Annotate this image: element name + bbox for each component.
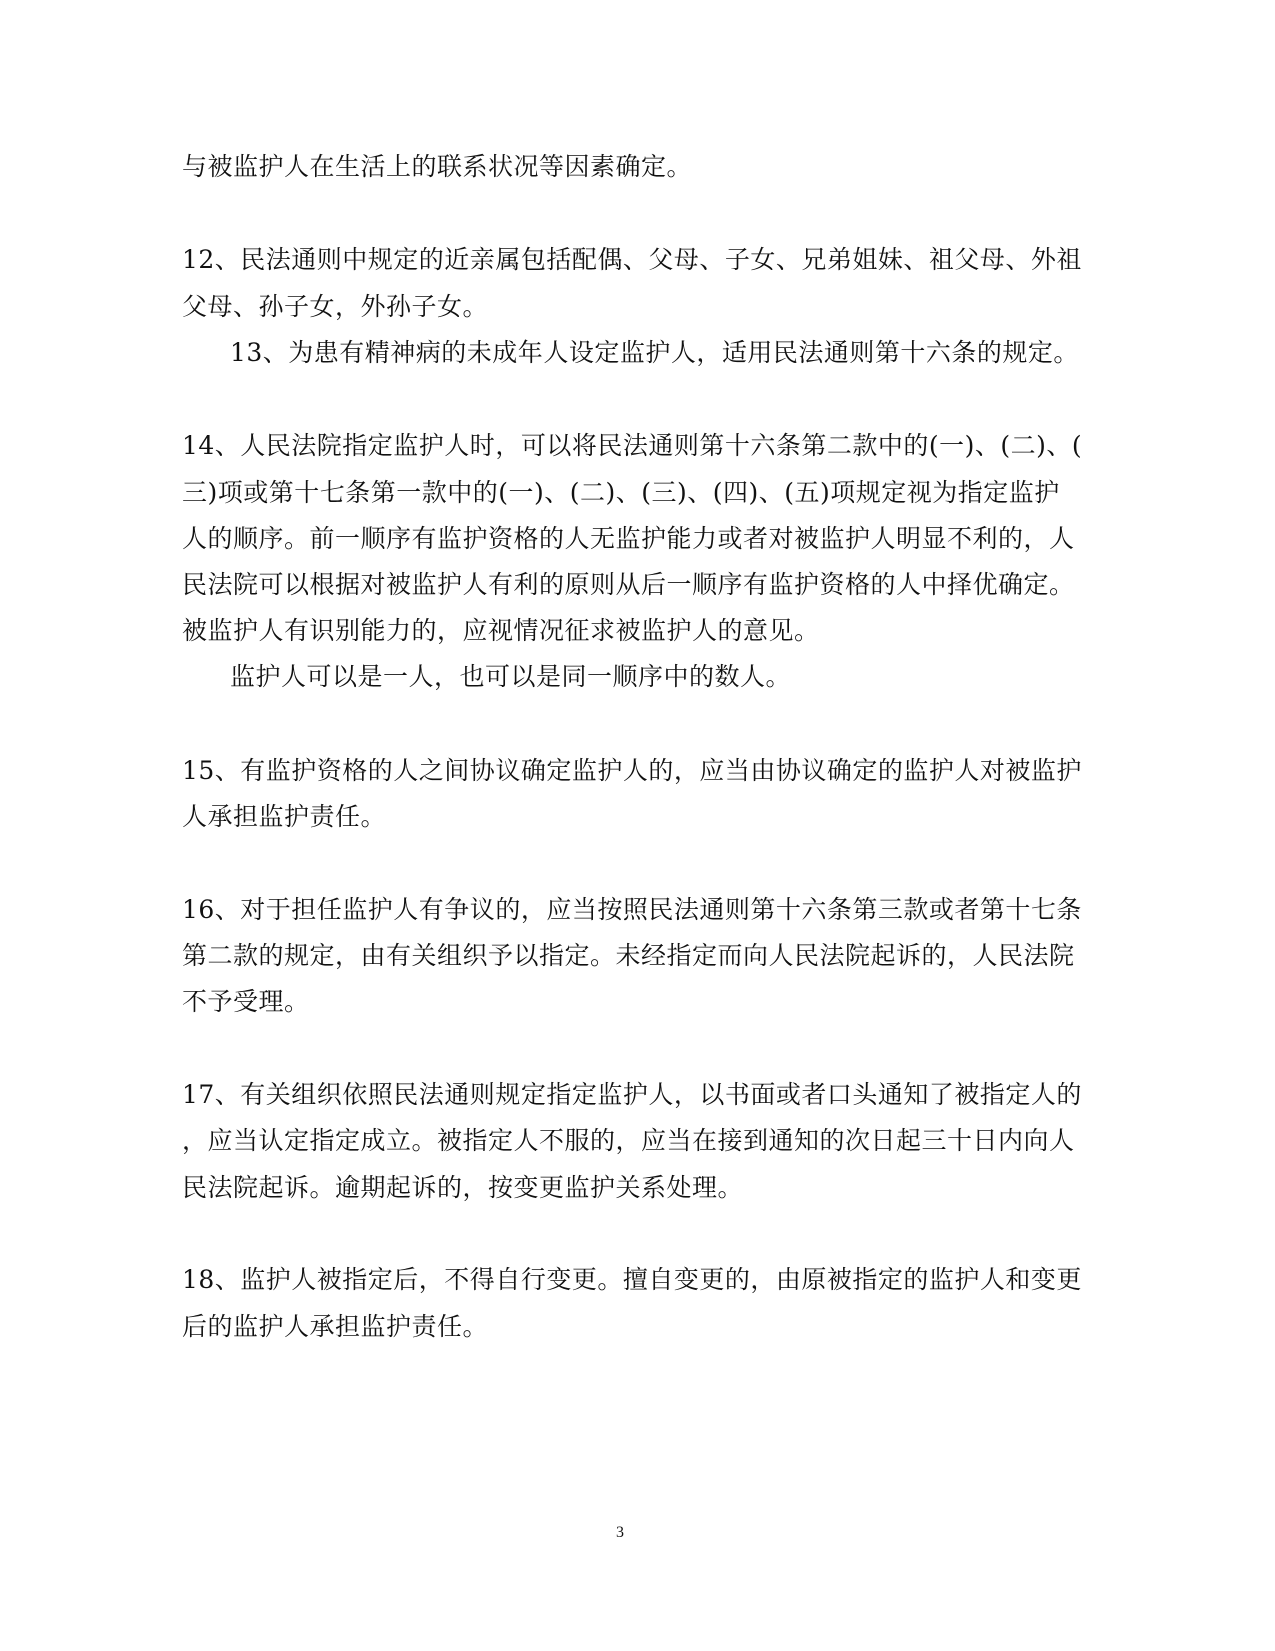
text-line: 人的顺序。前一顺序有监护资格的人无监护能力或者对被监护人明显不利的，人 (182, 524, 1075, 553)
text-line: 18、监护人被指定后，不得自行变更。擅自变更的，由原被指定的监护人和变更 (182, 1265, 1082, 1294)
text-line: 监护人可以是一人，也可以是同一顺序中的数人。 (230, 662, 792, 691)
page-number: 3 (616, 1524, 624, 1541)
text-line: 12、民法通则中规定的近亲属包括配偶、父母、子女、兄弟姐妹、祖父母、外祖 (182, 245, 1082, 274)
text-line: 13、为患有精神病的未成年人设定监护人，适用民法通则第十六条的规定。 (230, 338, 1079, 367)
text-line: 后的监护人承担监护责任。 (182, 1312, 489, 1341)
text-line: 17、有关组织依照民法通则规定指定监护人，以书面或者口头通知了被指定人的 (182, 1080, 1082, 1109)
text-line: 16、对于担任监护人有争议的，应当按照民法通则第十六条第三款或者第十七条 (182, 895, 1082, 924)
text-line: 民法院可以根据对被监护人有利的原则从后一顺序有监护资格的人中择优确定。 (182, 570, 1075, 599)
text-line: 与被监护人在生活上的联系状况等因素确定。 (182, 152, 693, 181)
text-line: 15、有监护资格的人之间协议确定监护人的，应当由协议确定的监护人对被监护 (182, 756, 1082, 785)
text-line: 不予受理。 (182, 987, 310, 1016)
text-line: 14、人民法院指定监护人时，可以将民法通则第十六条第二款中的(一)、(二)、( (182, 431, 1083, 460)
text-line: ，应当认定指定成立。被指定人不服的，应当在接到通知的次日起三十日内向人 (182, 1126, 1075, 1155)
text-line: 第二款的规定，由有关组织予以指定。未经指定而向人民法院起诉的，人民法院 (182, 941, 1075, 970)
text-line: 人承担监护责任。 (182, 802, 387, 831)
text-line: 被监护人有识别能力的，应视情况征求被监护人的意见。 (182, 616, 820, 645)
text-line: 父母、孙子女，外孙子女。 (182, 292, 489, 321)
text-line: 三)项或第十七条第一款中的(一)、(二)、(三)、(四)、(五)项规定视为指定监护 (182, 478, 1060, 507)
text-line: 民法院起诉。逾期起诉的，按变更监护关系处理。 (182, 1173, 744, 1202)
